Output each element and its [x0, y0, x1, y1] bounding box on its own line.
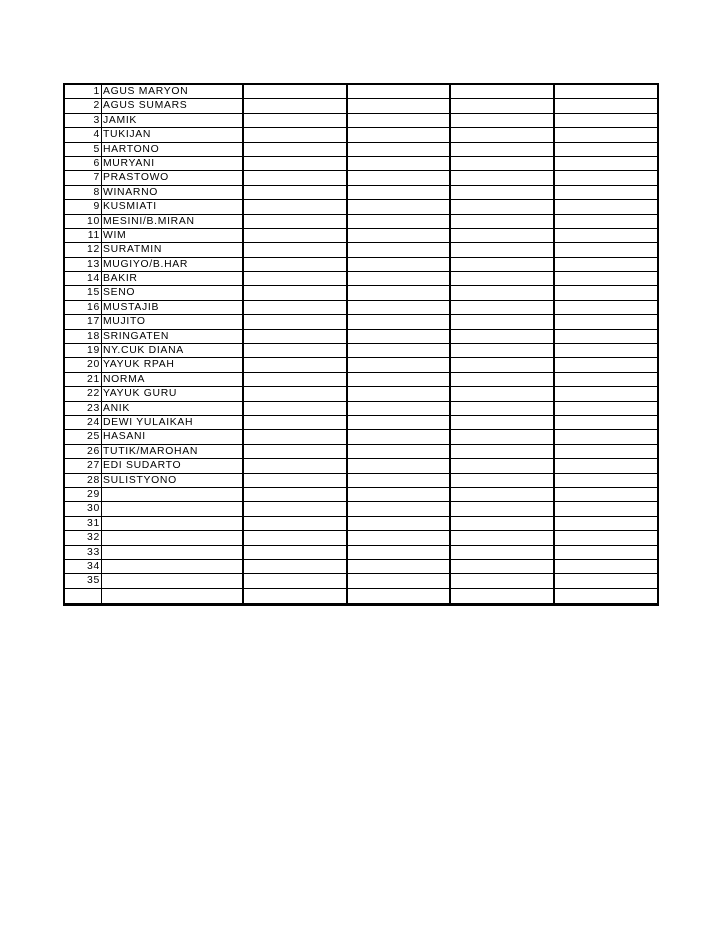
table-row — [65, 301, 657, 315]
blank-cell — [348, 488, 452, 501]
name-cell — [102, 488, 244, 501]
name-cell: AGUS MARYON — [102, 85, 244, 98]
row-number-cell: 14 — [65, 272, 102, 285]
table-row — [65, 114, 657, 128]
blank-cell — [348, 574, 452, 587]
table-row — [65, 416, 657, 430]
row-number-cell: 32 — [65, 531, 102, 544]
blank-cell — [244, 416, 348, 429]
blank-cell — [451, 574, 555, 587]
blank-cell — [451, 186, 555, 199]
blank-cell — [244, 229, 348, 242]
name-cell: ANIK — [102, 402, 244, 415]
blank-cell — [348, 387, 452, 400]
blank-cell — [555, 301, 657, 314]
blank-cell — [348, 373, 452, 386]
row-number-cell: 25 — [65, 430, 102, 443]
row-number-cell: 22 — [65, 387, 102, 400]
name-cell: NORMA — [102, 373, 244, 386]
row-number-cell: 27 — [65, 459, 102, 472]
blank-cell — [244, 445, 348, 458]
blank-cell — [348, 445, 452, 458]
blank-cell — [348, 517, 452, 530]
blank-cell — [348, 186, 452, 199]
row-number-cell: 12 — [65, 243, 102, 256]
blank-cell — [451, 430, 555, 443]
table-row — [65, 430, 657, 444]
name-cell: SULISTYONO — [102, 474, 244, 487]
blank-cell — [555, 215, 657, 228]
blank-cell — [555, 99, 657, 112]
blank-cell — [348, 560, 452, 573]
row-number-cell: 16 — [65, 301, 102, 314]
table-row — [65, 589, 657, 603]
table-row — [65, 128, 657, 142]
row-number-cell: 17 — [65, 315, 102, 328]
blank-cell — [244, 560, 348, 573]
blank-cell — [451, 229, 555, 242]
blank-cell — [555, 272, 657, 285]
table-row — [65, 387, 657, 401]
blank-cell — [348, 272, 452, 285]
blank-cell — [244, 272, 348, 285]
blank-cell — [348, 531, 452, 544]
row-number-cell: 34 — [65, 560, 102, 573]
blank-cell — [244, 301, 348, 314]
table-row — [65, 531, 657, 545]
blank-cell — [244, 200, 348, 213]
blank-cell — [244, 99, 348, 112]
blank-cell — [555, 574, 657, 587]
blank-cell — [244, 502, 348, 515]
blank-cell — [244, 358, 348, 371]
blank-cell — [244, 531, 348, 544]
blank-cell — [348, 459, 452, 472]
table-row — [65, 143, 657, 157]
blank-cell — [451, 301, 555, 314]
blank-cell — [555, 143, 657, 156]
blank-cell — [555, 114, 657, 127]
blank-cell — [244, 215, 348, 228]
row-number-cell: 10 — [65, 215, 102, 228]
blank-cell — [244, 286, 348, 299]
row-number-cell: 18 — [65, 330, 102, 343]
blank-cell — [451, 114, 555, 127]
blank-cell — [451, 445, 555, 458]
name-cell — [102, 589, 244, 603]
table-row — [65, 459, 657, 473]
name-cell: YAYUK RPAH — [102, 358, 244, 371]
blank-cell — [244, 143, 348, 156]
row-number-cell: 1 — [65, 85, 102, 98]
table-row — [65, 258, 657, 272]
name-cell — [102, 517, 244, 530]
name-cell — [102, 546, 244, 559]
table-row — [65, 286, 657, 300]
blank-cell — [348, 416, 452, 429]
blank-cell — [555, 229, 657, 242]
blank-cell — [244, 171, 348, 184]
blank-cell — [451, 344, 555, 357]
blank-cell — [348, 114, 452, 127]
blank-cell — [348, 474, 452, 487]
table-row — [65, 330, 657, 344]
blank-cell — [244, 344, 348, 357]
blank-cell — [555, 430, 657, 443]
blank-cell — [348, 143, 452, 156]
row-number-cell: 8 — [65, 186, 102, 199]
row-number-cell: 31 — [65, 517, 102, 530]
row-number-cell: 11 — [65, 229, 102, 242]
blank-cell — [244, 474, 348, 487]
row-number-cell: 30 — [65, 502, 102, 515]
blank-cell — [555, 330, 657, 343]
blank-cell — [244, 128, 348, 141]
blank-cell — [451, 99, 555, 112]
row-number-cell: 2 — [65, 99, 102, 112]
name-cell — [102, 531, 244, 544]
blank-cell — [244, 574, 348, 587]
table-row — [65, 546, 657, 560]
blank-cell — [555, 373, 657, 386]
row-number-cell: 13 — [65, 258, 102, 271]
blank-cell — [555, 200, 657, 213]
name-cell: MUJITO — [102, 315, 244, 328]
row-number-cell: 28 — [65, 474, 102, 487]
name-cell: JAMIK — [102, 114, 244, 127]
name-cell: YAYUK GURU — [102, 387, 244, 400]
name-cell — [102, 560, 244, 573]
blank-cell — [348, 258, 452, 271]
table-row — [65, 171, 657, 185]
blank-cell — [348, 200, 452, 213]
row-number-cell: 3 — [65, 114, 102, 127]
table-row — [65, 229, 657, 243]
row-number-cell: 21 — [65, 373, 102, 386]
table-row — [65, 488, 657, 502]
blank-cell — [244, 315, 348, 328]
table-row — [65, 243, 657, 257]
name-cell: EDI SUDARTO — [102, 459, 244, 472]
blank-cell — [348, 286, 452, 299]
blank-cell — [451, 200, 555, 213]
name-cell: MUGIYO/B.HAR — [102, 258, 244, 271]
table-row — [65, 517, 657, 531]
blank-cell — [244, 546, 348, 559]
blank-cell — [451, 243, 555, 256]
table-row — [65, 200, 657, 214]
blank-cell — [555, 445, 657, 458]
name-cell — [102, 502, 244, 515]
blank-cell — [348, 402, 452, 415]
name-cell: HARTONO — [102, 143, 244, 156]
row-number-cell: 5 — [65, 143, 102, 156]
blank-cell — [348, 315, 452, 328]
table-row — [65, 474, 657, 488]
blank-cell — [244, 589, 348, 603]
blank-cell — [555, 85, 657, 98]
table-row — [65, 99, 657, 113]
blank-cell — [555, 358, 657, 371]
blank-cell — [348, 128, 452, 141]
name-cell: PRASTOWO — [102, 171, 244, 184]
blank-cell — [555, 258, 657, 271]
row-number-cell: 19 — [65, 344, 102, 357]
table-row — [65, 272, 657, 286]
name-cell: BAKIR — [102, 272, 244, 285]
blank-cell — [555, 459, 657, 472]
blank-cell — [348, 430, 452, 443]
name-cell: TUKIJAN — [102, 128, 244, 141]
blank-cell — [555, 315, 657, 328]
table-row — [65, 215, 657, 229]
table-row — [65, 560, 657, 574]
blank-cell — [244, 373, 348, 386]
blank-cell — [348, 546, 452, 559]
blank-cell — [348, 344, 452, 357]
blank-cell — [555, 488, 657, 501]
blank-cell — [451, 531, 555, 544]
table-row — [65, 315, 657, 329]
blank-cell — [555, 589, 657, 603]
blank-cell — [451, 143, 555, 156]
name-cell — [102, 574, 244, 587]
row-number-cell: 24 — [65, 416, 102, 429]
blank-cell — [244, 114, 348, 127]
blank-cell — [555, 416, 657, 429]
blank-cell — [555, 186, 657, 199]
blank-cell — [244, 387, 348, 400]
blank-cell — [555, 560, 657, 573]
blank-cell — [451, 373, 555, 386]
name-cell: SURATMIN — [102, 243, 244, 256]
blank-cell — [451, 85, 555, 98]
blank-cell — [555, 344, 657, 357]
row-number-cell: 35 — [65, 574, 102, 587]
name-cell: MURYANI — [102, 157, 244, 170]
blank-cell — [348, 243, 452, 256]
row-number-cell: 33 — [65, 546, 102, 559]
table-row — [65, 186, 657, 200]
blank-cell — [451, 502, 555, 515]
row-number-cell: 4 — [65, 128, 102, 141]
name-cell: HASANI — [102, 430, 244, 443]
row-number-cell: 6 — [65, 157, 102, 170]
name-cell: WINARNO — [102, 186, 244, 199]
blank-cell — [555, 171, 657, 184]
row-number-cell: 9 — [65, 200, 102, 213]
blank-cell — [451, 215, 555, 228]
blank-cell — [451, 157, 555, 170]
name-cell: MUSTAJIB — [102, 301, 244, 314]
table-row — [65, 157, 657, 171]
blank-cell — [244, 430, 348, 443]
name-cell: MESINI/B.MIRAN — [102, 215, 244, 228]
row-number-cell: 26 — [65, 445, 102, 458]
blank-cell — [348, 330, 452, 343]
blank-cell — [451, 402, 555, 415]
blank-cell — [451, 330, 555, 343]
blank-cell — [555, 474, 657, 487]
blank-cell — [244, 330, 348, 343]
blank-cell — [451, 560, 555, 573]
blank-cell — [555, 517, 657, 530]
blank-cell — [244, 488, 348, 501]
blank-cell — [348, 301, 452, 314]
row-number-cell: 23 — [65, 402, 102, 415]
table-row — [65, 85, 657, 99]
table-row — [65, 502, 657, 516]
blank-cell — [348, 171, 452, 184]
row-number-cell — [65, 589, 102, 603]
blank-cell — [244, 459, 348, 472]
blank-cell — [451, 315, 555, 328]
attendance-table — [63, 83, 659, 606]
blank-cell — [555, 157, 657, 170]
name-cell: SRINGATEN — [102, 330, 244, 343]
blank-cell — [348, 215, 452, 228]
blank-cell — [451, 128, 555, 141]
blank-cell — [348, 157, 452, 170]
blank-cell — [451, 589, 555, 603]
row-number-cell: 7 — [65, 171, 102, 184]
blank-cell — [348, 358, 452, 371]
table-row — [65, 373, 657, 387]
blank-cell — [555, 243, 657, 256]
blank-cell — [555, 128, 657, 141]
row-number-cell: 15 — [65, 286, 102, 299]
blank-cell — [451, 358, 555, 371]
blank-cell — [348, 589, 452, 603]
name-cell: NY.CUK DIANA — [102, 344, 244, 357]
table-row — [65, 402, 657, 416]
row-number-cell: 29 — [65, 488, 102, 501]
blank-cell — [555, 531, 657, 544]
blank-cell — [244, 258, 348, 271]
blank-cell — [451, 258, 555, 271]
blank-cell — [451, 171, 555, 184]
blank-cell — [244, 517, 348, 530]
blank-cell — [244, 157, 348, 170]
blank-cell — [451, 459, 555, 472]
table-row — [65, 574, 657, 588]
blank-cell — [244, 402, 348, 415]
blank-cell — [555, 546, 657, 559]
blank-cell — [348, 85, 452, 98]
name-cell: KUSMIATI — [102, 200, 244, 213]
blank-cell — [451, 416, 555, 429]
blank-cell — [451, 488, 555, 501]
blank-cell — [451, 387, 555, 400]
blank-cell — [348, 99, 452, 112]
blank-cell — [555, 502, 657, 515]
blank-cell — [244, 186, 348, 199]
blank-cell — [451, 272, 555, 285]
blank-cell — [451, 517, 555, 530]
table-row — [65, 358, 657, 372]
table-row — [65, 445, 657, 459]
name-cell: SENO — [102, 286, 244, 299]
row-number-cell: 20 — [65, 358, 102, 371]
blank-cell — [348, 229, 452, 242]
blank-cell — [555, 286, 657, 299]
table-row — [65, 344, 657, 358]
blank-cell — [244, 85, 348, 98]
blank-cell — [555, 402, 657, 415]
blank-cell — [451, 546, 555, 559]
blank-cell — [451, 474, 555, 487]
blank-cell — [555, 387, 657, 400]
name-cell: DEWI YULAIKAH — [102, 416, 244, 429]
blank-cell — [348, 502, 452, 515]
blank-cell — [244, 243, 348, 256]
blank-cell — [451, 286, 555, 299]
name-cell: TUTIK/MAROHAN — [102, 445, 244, 458]
name-cell: WIM — [102, 229, 244, 242]
name-cell: AGUS SUMARS — [102, 99, 244, 112]
